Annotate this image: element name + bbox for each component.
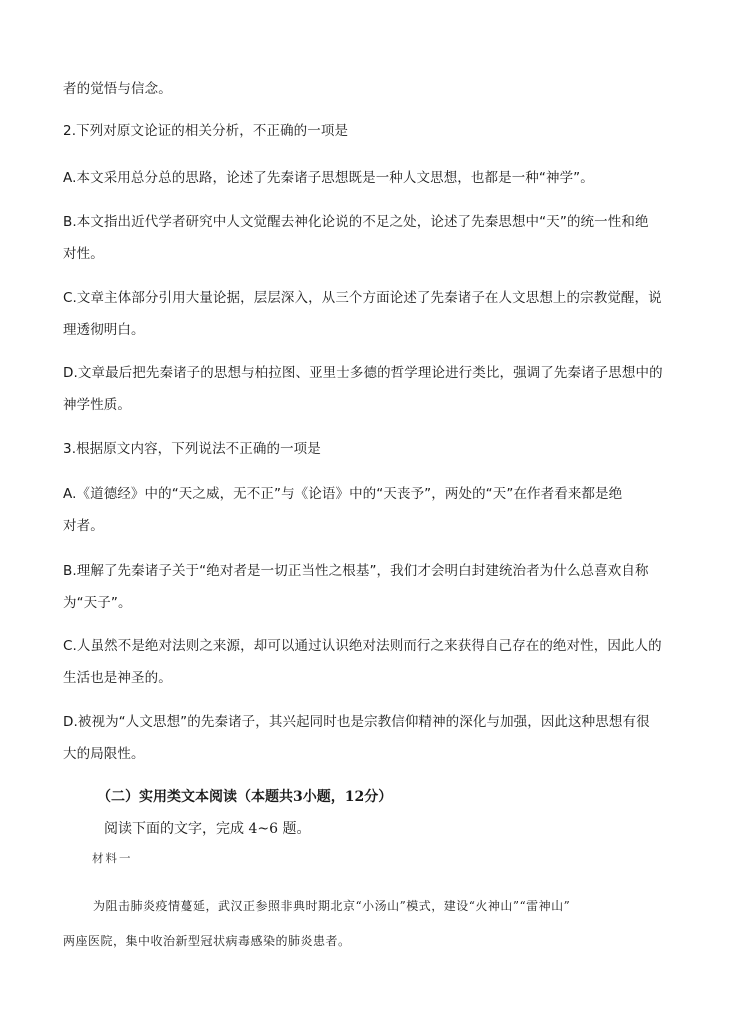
paragraph-continuation: 者的觉悟与信念。 [63,81,172,97]
option-line: 神学性质。 [63,397,131,413]
section-heading: （二）实用类文本阅读（本题共3小题，12分） [97,789,393,805]
option-line: C.人虽然不是绝对法则之来源，却可以通过认识绝对法则而行之来获得自己存在的绝对性，因此人的 [63,638,662,654]
material-line: 两座医院，集中收治新型冠状病毒感染的肺炎患者。 [63,934,351,948]
question-2-option-d [63,357,675,421]
question-2-option-a: A.本文采用总分总的思路，论述了先秦诸子思想既是一种人文思想，也都是一种“神学”。 [63,170,594,186]
option-line: B.理解了先秦诸子关于“绝对者是一切正当性之根基”，我们才会明白封建统治者为什么总喜欢自称 [63,563,649,579]
option-line: C.文章主体部分引用大量论据，层层深入，从三个方面论述了先秦诸子在人文思想上的宗教觉醒，说 [63,290,662,306]
question-3-stem: 3.根据原文内容，下列说法不正确的一项是 [63,441,321,457]
option-line: 对者。 [63,518,104,534]
material-body [63,889,675,959]
question-3-option-c [63,630,675,694]
material-line: 为阻击肺炎疫情蔓延，武汉正参照非典时期北京“小汤山”模式，建设“火神山”“雷神山” [93,899,571,913]
section-instruction: 阅读下面的文字，完成 4~6 题。 [104,821,311,837]
option-line: 对性。 [63,246,104,262]
question-3-option-b [63,555,675,619]
option-line: 为“天子”。 [63,595,132,611]
question-3-option-d [63,706,675,770]
question-3-option-a [63,478,675,542]
question-2-option-c [63,282,675,346]
question-2-option-b [63,206,675,270]
option-line: 理透彻明白。 [63,322,145,338]
option-line: 大的局限性。 [63,746,145,762]
question-2-stem: 2.下列对原文论证的相关分析，不正确的一项是 [63,123,349,139]
option-line: 生活也是神圣的。 [63,670,172,686]
material-title: 材料一 [92,851,133,865]
option-line: D.被视为“人文思想”的先秦诸子，其兴起同时也是宗教信仰精神的深化与加强，因此这种思想有很 [63,714,650,730]
option-line: B.本文指出近代学者研究中人文觉醒去神化论说的不足之处，论述了先秦思想中“天”的统一性和绝 [63,214,649,230]
option-line: D.文章最后把先秦诸子的思想与柏拉图、亚里士多德的哲学理论进行类比，强调了先秦诸子思想中的 [63,365,663,381]
option-line: A.《道德经》中的“天之威，无不正”与《论语》中的“天丧予”，两处的“天”在作者看来都是绝 [63,486,623,502]
